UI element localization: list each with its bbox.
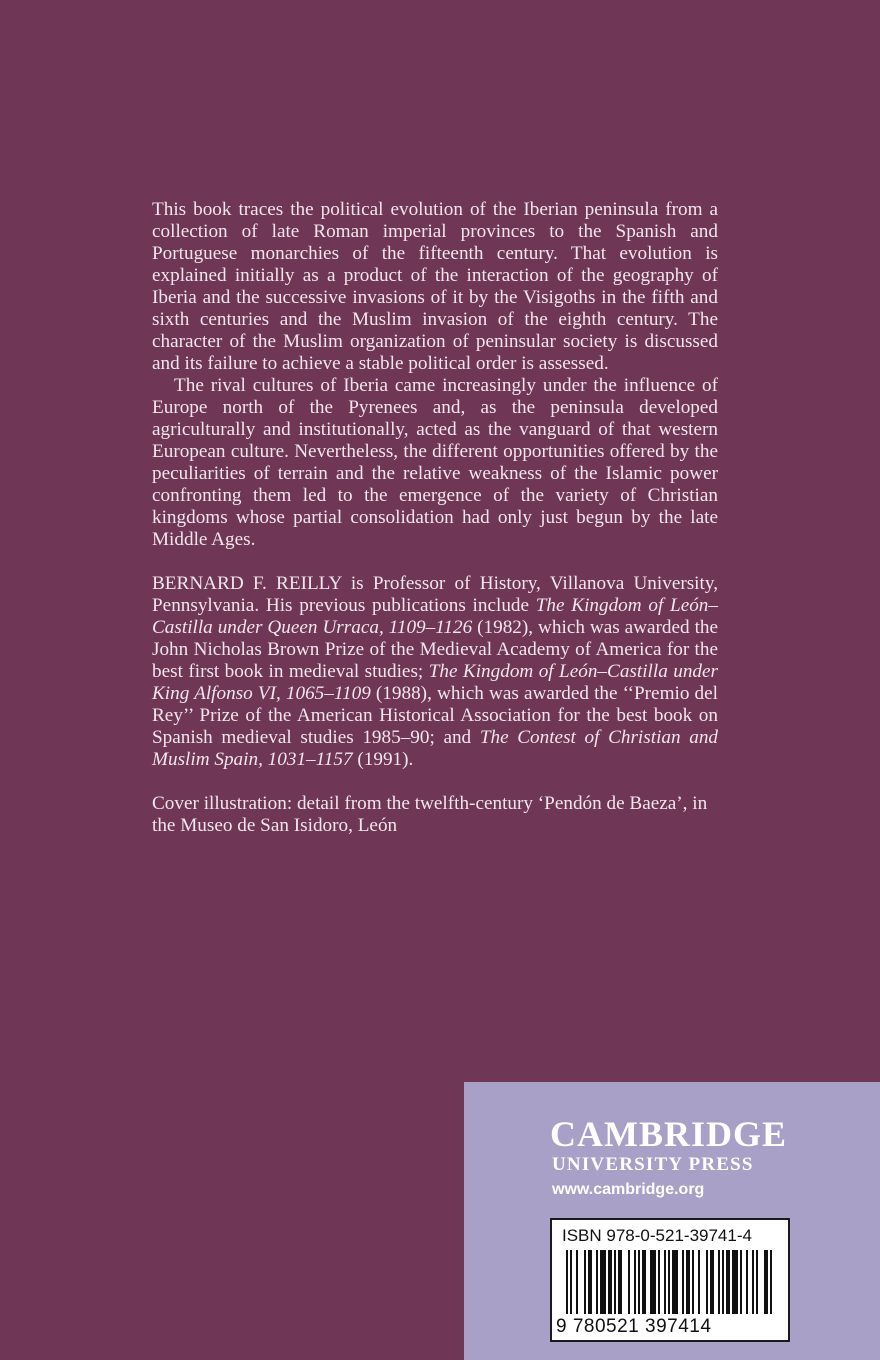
publisher-logo-name: CAMBRIDGE	[550, 1114, 788, 1154]
back-cover-text	[152, 199, 718, 837]
isbn-barcode	[550, 1218, 790, 1342]
author-bio-intro: BERNARD F. REILLY is Professor of History, Villanova University, Pennsylvania. His previous publications include	[152, 573, 718, 616]
cover-illustration-credit: Cover illustration: detail from the twelfth-century ‘Pendón de Baeza’, in the Museo de San Isidoro, León	[152, 793, 708, 836]
blurb-paragraph-2: The rival cultures of Iberia came increasingly under the influence of Europe north of the Pyrenees and, as the peninsula developed agriculturally and institutionally, acted as the vanguard of that western European culture. Nevertheless, the different opportunities offered by the peculiarities of terrain and the relative weakness of the Islamic power confronting them led to the emergence of the variety of Christian kingdoms whose partial consolidation had only just begun by the late Middle Ages.	[152, 375, 718, 550]
publisher-url: www.cambridge.org	[552, 1181, 705, 1198]
book-note-1: (1982), which was awarded the John Nicholas Brown Prize of the Medieval Academy of America for the best first book in medieval studies;	[152, 617, 719, 682]
book-note-3: (1991).	[357, 749, 414, 770]
book-note-2: (1988), which was awarded the ‘‘Premio del Rey’’ Prize of the American Historical Association for the best book on Spanish medieval studies 1985–90; and	[152, 683, 718, 748]
book-title-3: The Contest of Christian and Muslim Spain, 1031–1157	[152, 727, 719, 770]
author-bio	[152, 573, 718, 771]
publisher-panel	[464, 1082, 880, 1360]
book-title-2: The Kingdom of León–Castilla under King Alfonso VI, 1065–1109	[152, 661, 719, 704]
barcode-icon	[560, 1250, 782, 1316]
book-title-1: The Kingdom of León–Castilla under Queen Urraca, 1109–1126	[152, 595, 718, 638]
barcode-digits: 9 780521 397414	[556, 1316, 712, 1337]
isbn-label: ISBN 978-0-521-39741-4	[562, 1226, 752, 1245]
publisher-logo-subname: UNIVERSITY PRESS	[552, 1154, 754, 1175]
blurb-paragraph-1: This book traces the political evolution of the Iberian peninsula from a collection of late Roman imperial provinces to the Spanish and Portuguese monarchies of the fifteenth century. That evolution is explained initially as a product of the interaction of the geography of Iberia and the successive invasions of it by the Visigoths in the fifth and sixth centuries and the Muslim invasion of the eighth century. The character of the Muslim organization of peninsular society is discussed and its failure to achieve a stable political order is assessed.	[152, 199, 718, 374]
